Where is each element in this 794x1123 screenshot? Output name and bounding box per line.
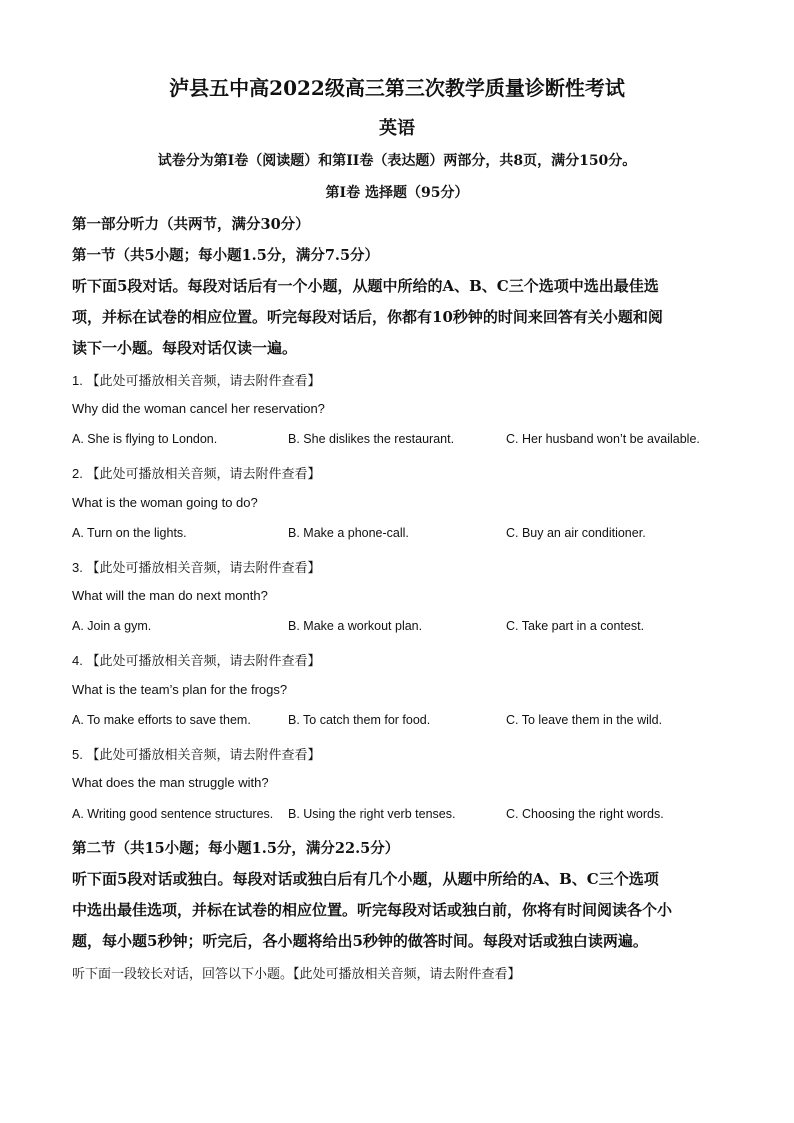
section2-instruction-line: 中选出最佳选项，并标在试卷的相应位置。听完每段对话或独白前，你将有时间阅读各个小 [72,901,673,919]
question-audio-label[interactable]: 5. 【此处可播放相关音频，请去附件查看】 [72,747,321,762]
section2-instruction-line: 听下面5段对话或独白。每段对话或独白后有几个小题，从题中所给的A、B、C三个选项 [72,870,659,888]
option-c: C. Buy an air conditioner. [506,526,646,540]
section2-heading: 第二节（共15小题；每小题1.5分，满分22.5分） [72,840,400,857]
question-text: What is the team’s plan for the frogs? [72,682,288,697]
option-b: B. Make a workout plan. [288,619,423,633]
section1-instruction-line: 听下面5段对话。每段对话后有一个小题，从题中所给的A、B、C三个选项中选出最佳选 [72,277,659,295]
question-audio-label[interactable]: 3. 【此处可播放相关音频，请去附件查看】 [72,560,321,575]
option-b: B. To catch them for food. [288,713,431,727]
question-text: What is the woman going to do? [72,495,258,510]
option-a: A. To make efforts to save them. [72,713,251,727]
section2-instruction-line: 题，每小题5秒钟；听完后，各小题将给出5秒钟的做答时间。每段对话或独白读两遍。 [72,932,648,950]
question-text: What will the man do next month? [72,588,268,603]
option-a: A. Turn on the lights. [72,526,187,540]
volume-heading: 第I卷 选择题（95分） [325,185,469,201]
question-audio-label[interactable]: 1. 【此处可播放相关音频，请去附件查看】 [72,373,321,388]
option-c: C. Take part in a contest. [506,619,645,633]
exam-info: 试卷分为第I卷（阅读题）和第II卷（表达题）两部分，共8页，满分150分。 [157,153,637,169]
option-b: B. Make a phone-call. [288,526,409,540]
option-c: C. Choosing the right words. [506,807,664,821]
question-text: What does the man struggle with? [72,775,269,790]
option-b: B. She dislikes the restaurant. [288,432,455,446]
section1-heading: 第一节（共5小题；每小题1.5分，满分7.5分） [72,247,380,264]
subject-title: 英语 [379,118,415,139]
option-a: A. Writing good sentence structures. [72,807,274,821]
option-b: B. Using the right verb tenses. [288,807,456,821]
exam-title: 泸县五中高2022级高三第三次教学质量诊断性考试 [169,76,625,100]
part1-heading: 第一部分听力（共两节，满分30分） [72,216,310,233]
listening-note[interactable]: 听下面一段较长对话，回答以下小题。【此处可播放相关音频，请去附件查看】 [72,966,521,981]
option-a: A. She is flying to London. [72,432,218,446]
option-c: C. Her husband won’t be available. [506,432,700,446]
section1-instruction-line: 读下一小题。每段对话仅读一遍。 [72,339,298,357]
question-text: Why did the woman cancel her reservation? [72,401,325,416]
question-audio-label[interactable]: 4. 【此处可播放相关音频，请去附件查看】 [72,653,321,668]
question-audio-label[interactable]: 2. 【此处可播放相关音频，请去附件查看】 [72,466,321,481]
section1-instruction-line: 项，并标在试卷的相应位置。听完每段对话后，你都有10秒钟的时间来回答有关小题和阅 [72,308,663,326]
option-c: C. To leave them in the wild. [506,713,663,727]
option-a: A. Join a gym. [72,619,152,633]
